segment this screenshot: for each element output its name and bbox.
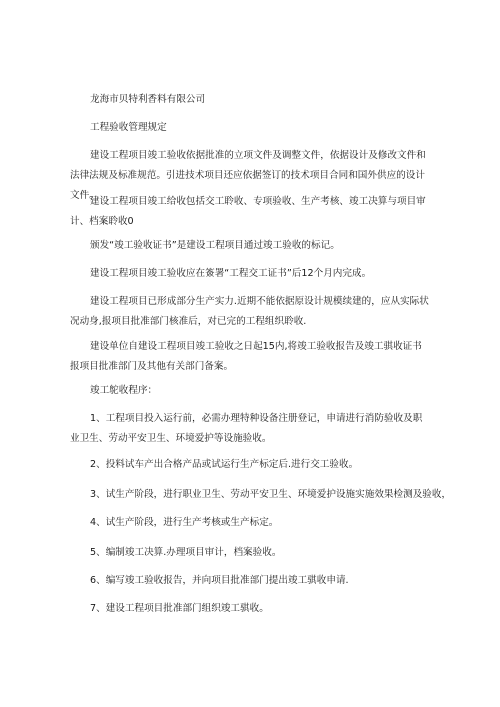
procedure-heading: 竣工鸵收程序： <box>90 385 158 396</box>
document-title: 工程验收管理规定 <box>90 122 167 133</box>
procedure-step-2: 2、投料试车产出合格产品或试运行生产标定后.进行交工验收。 <box>90 459 359 470</box>
paragraph-4: 建设工程项目竣工验收应在簽署“工程交工证书”后12个月内完成。 <box>90 268 372 279</box>
company-name: 龙海市贝特利香料有限公司 <box>90 94 206 105</box>
procedure-step-5: 5、编制竣工决算.办理项目审计，档案验收。 <box>90 547 282 558</box>
paragraph-1: 建设工程项目竣工验收依据批准的立项文件及调整文件，依据设计及修改文件和法律法规及标准规范。引进技术项目还应依据签订的技术项目合同和国外供应的设计文件。 <box>70 150 426 201</box>
paragraph-5: 建设工程项目已形成部分生产实力.近期不能依据原设计规模续建的，应从实际状况动身,报项目批准部门核准后，对已完的工程组织聆收. <box>70 296 429 327</box>
paragraph-2: 建设工程项目竣工给收包括交工聆收、专项验收、生产考核、竣工决算与项目审计、档案聆收0 <box>70 196 426 227</box>
procedure-step-1: 1、工程项目投入运行前，必需办理特种设备注册登记，申请进行消防验收及职业卫生、劳动平安卫生、环境爱护等设施验收。 <box>70 413 423 444</box>
paragraph-3: 颁发“竣工验收证书”是建设工程项目通过竣工验收的标记。 <box>90 240 340 251</box>
procedure-step-6: 6、编写竣工验收报告，并向项目批准部门提出竣工骐收申请. <box>90 575 349 586</box>
procedure-step-4: 4、试生产阶段，进行生产考核或生产标定。 <box>90 517 279 528</box>
procedure-step-7: 7、建设工程项目批准部门组织竣工骐收。 <box>90 603 269 614</box>
paragraph-6: 建设单位自建设工程项目竣工验收之日起15内,将竣工验收报告及竣工骐收证书报项目批准部门及其他有关部门备案。 <box>70 341 422 372</box>
procedure-step-3: 3、试生产阶段，进行职业卫生、劳动平安卫生、环境爱护设施实施效果检测及验收， <box>90 489 452 500</box>
